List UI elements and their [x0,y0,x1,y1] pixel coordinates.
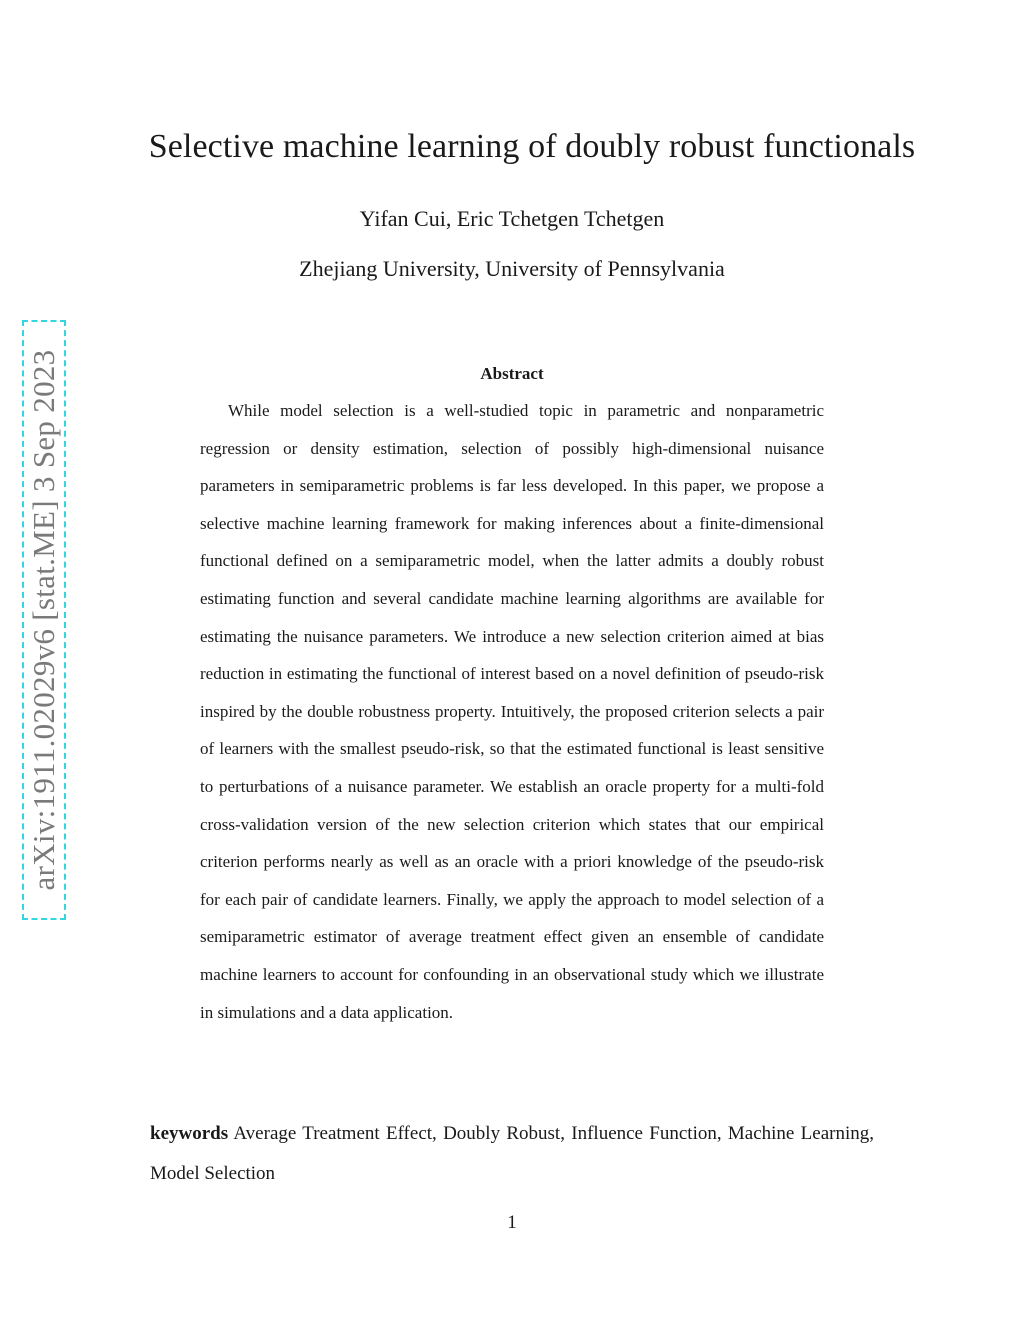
abstract-text: While model selection is a well-studied topic in parametric and nonparametric regression or density estimation, selection of possibly high-dimensional nuisance parameters in semiparametric problems is far less developed. In this paper, we propose a selective machine learning framework for making inferences about a finite-dimensional functional defined on a semiparametric model, when the latter admits a doubly robust estimating function and several candidate machine learning algorithms are available for estimating the nuisance parameters. We introduce a new selection criterion aimed at bias reduction in estimating the functional of interest based on a novel definition of pseudo-risk inspired by the double robustness property. Intuitively, the proposed criterion selects a pair of learners with the smallest pseudo-risk, so that the estimated functional is least sensitive to perturbations of a nuisance parameter. We establish an oracle property for a multi-fold cross-validation version of the new selection criterion which states that our empirical criterion performs nearly as well as an oracle with a priori knowledge of the pseudo-risk for each pair of candidate learners. Finally, we apply the approach to model selection of a semiparametric estimator of average treatment effect given an ensemble of candidate machine learners to account for confounding in an observational study which we illustrate in simulations and a data application. [200,401,824,1022]
keywords-line [150,1114,874,1194]
affiliation-list: Zhejiang University, University of Pennsylvania [299,256,725,281]
author-list: Yifan Cui, Eric Tchetgen Tchetgen [359,206,665,231]
keywords-text: Average Treatment Effect, Doubly Robust, Influence Function, Machine Learning, Model Selection [150,1123,874,1184]
abstract-heading: Abstract [480,364,544,383]
page-number: 1 [507,1212,517,1233]
arxiv-identifier-stamp[interactable] [22,320,66,920]
arxiv-identifier-text[interactable]: arXiv:1911.02029v6 [stat.ME] 3 Sep 2023 [26,349,61,891]
paper-title: Selective machine learning of doubly robust functionals [148,128,916,165]
keywords-label: keywords [150,1123,229,1144]
